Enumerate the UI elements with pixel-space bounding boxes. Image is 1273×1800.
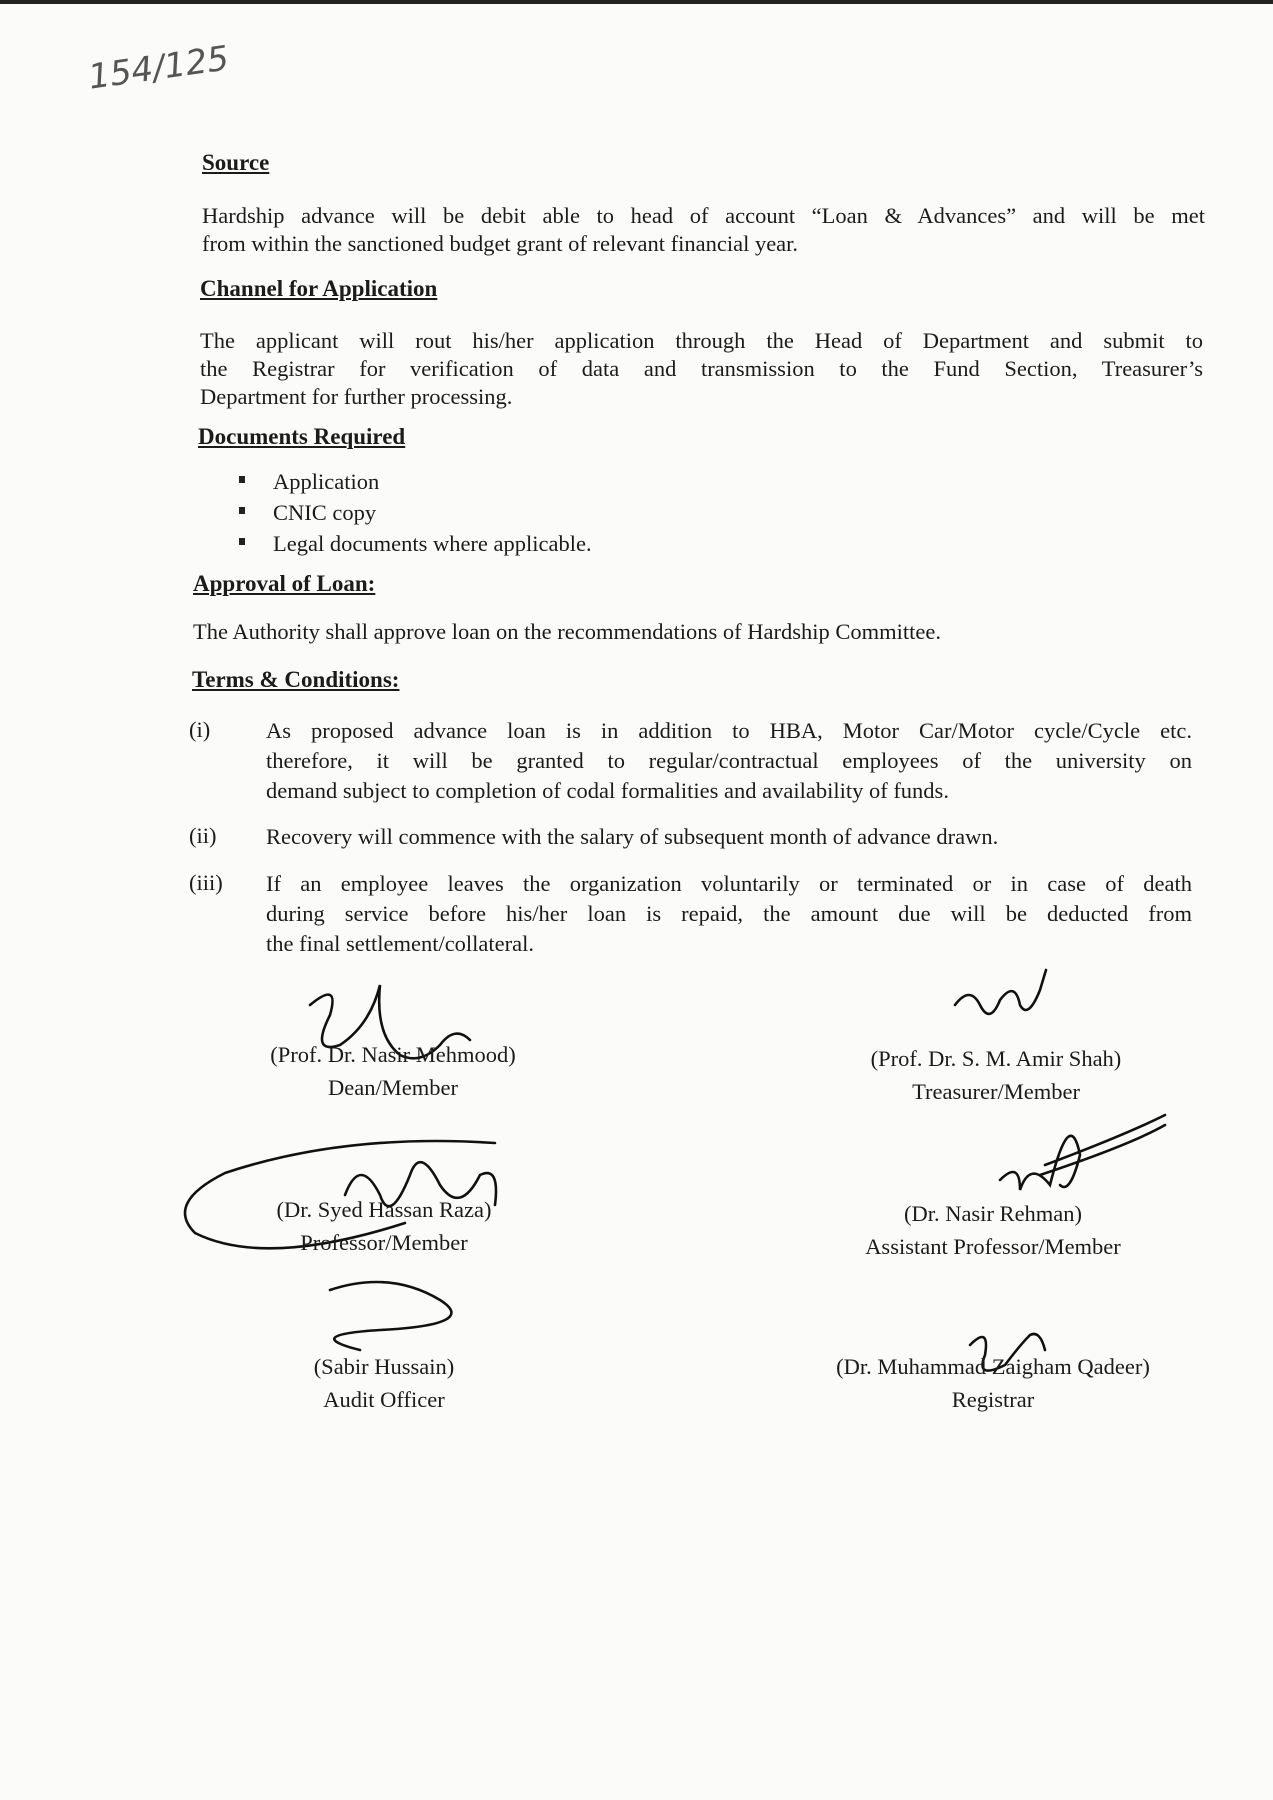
signature-treasurer <box>955 970 1046 1014</box>
text-line: Department for further processing. <box>200 384 513 409</box>
signatory-name: (Prof. Dr. Nasir Mehmood) <box>270 1042 516 1067</box>
signatory-name: (Prof. Dr. S. M. Amir Shah) <box>870 1046 1122 1071</box>
text-line: the final settlement/collateral. <box>266 931 535 956</box>
text-line: the Registrar for verification of data and transmission to the Fund Section, Treasurer’s <box>200 356 1203 381</box>
signatory-block <box>786 1042 1206 1108</box>
text-line: As proposed advance loan is in addition to HBA, Motor Car/Motor cycle/Cycle etc. <box>266 718 1192 743</box>
signatory-name: (Sabir Hussain) <box>313 1354 455 1379</box>
signatory-role: Assistant Professor/Member <box>865 1234 1121 1259</box>
handwritten-file-reference: 154/125 <box>85 38 232 98</box>
signatory-role: Professor/Member <box>300 1230 468 1255</box>
text-line: demand subject to completion of codal formalities and availability of funds. <box>266 778 949 803</box>
signatory-role: Audit Officer <box>323 1387 445 1412</box>
text-line: The applicant will rout his/her application through the Head of Department and submit to <box>200 328 1203 353</box>
heading-approval-of-loan: Approval of Loan: <box>193 571 376 596</box>
signatory-name: (Dr. Nasir Rehman) <box>903 1201 1083 1226</box>
signatory-block <box>174 1350 594 1416</box>
signatory-name: (Dr. Muhammad Zaigham Qadeer) <box>836 1354 1150 1379</box>
text-line: therefore, it will be granted to regular/contractual employees of the university on <box>266 748 1192 773</box>
heading-source: Source <box>202 150 270 175</box>
signature-assistant-professor <box>1000 1115 1165 1190</box>
term-label: (ii) <box>189 823 217 848</box>
text-line: If an employee leaves the organization voluntarily or terminated or in case of death <box>266 871 1192 896</box>
heading-channel-for-application: Channel for Application <box>200 276 438 301</box>
signatory-block <box>783 1197 1203 1263</box>
list-item: Legal documents where applicable. <box>273 528 592 559</box>
signatory-block <box>174 1193 594 1259</box>
text-line: Hardship advance will be debit able to head of account “Loan & Advances” and will be met <box>202 203 1205 228</box>
list-item: CNIC copy <box>273 497 592 528</box>
signatory-role: Dean/Member <box>328 1075 458 1100</box>
signatory-name: (Dr. Syed Hassan Raza) <box>276 1197 492 1222</box>
term-label: (iii) <box>189 870 223 895</box>
approval-text: The Authority shall approve loan on the recommendations of Hardship Committee. <box>193 619 941 644</box>
list-item: Application <box>273 466 592 497</box>
heading-documents-required: Documents Required <box>198 424 406 449</box>
term-label: (i) <box>189 717 211 742</box>
signatory-block <box>183 1038 603 1104</box>
signatory-block <box>783 1350 1203 1416</box>
text-line: from within the sanctioned budget grant of relevant financial year. <box>202 231 799 256</box>
term-item: Recovery will commence with the salary of subsequent month of advance drawn. <box>266 824 999 849</box>
text-line: during service before his/her loan is repaid, the amount due will be deducted from <box>266 901 1192 926</box>
heading-terms-and-conditions: Terms & Conditions: <box>192 667 400 692</box>
signatory-role: Treasurer/Member <box>912 1079 1080 1104</box>
signatory-role: Registrar <box>951 1387 1035 1412</box>
